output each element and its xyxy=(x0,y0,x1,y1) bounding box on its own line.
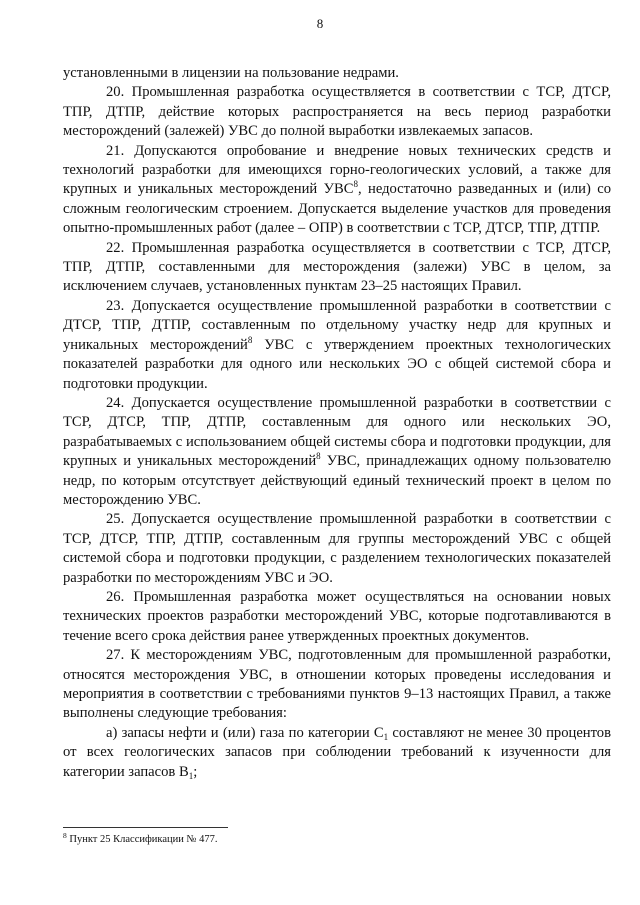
document-body xyxy=(63,64,611,782)
paragraph-27a xyxy=(63,724,611,782)
paragraph-20: 20. Промышленная разработка осуществляется в соответствии с ТСР, ДТСР, ТПР, ДТПР, действие которых распространяется на весь период разработки месторождений (залежей) УВС до полной выработки извлекаемых запасов. xyxy=(63,84,611,140)
paragraph-26: 26. Промышленная разработка может осуществляться на основании новых технических проектов разработки месторождений УВС, которые подготавливаются в течение всего срока действия ранее утвержденных проектных документов. xyxy=(63,588,611,644)
paragraph-27a-text-a: а) запасы нефти и (или) газа по категории С xyxy=(106,724,384,741)
page-number: 8 xyxy=(316,16,324,31)
paragraph-21-text-b: , недостаточно разведанных и (или) со сложным геологическим строением. Допускается выделение участков для проведения опытно-промышленных работ (далее – ОПР) в соответствии с ТСР, ДТСР, ТПР, ДТПР. xyxy=(63,181,612,237)
paragraph-24-text-b: УВС, принадлежащих одному пользователю недр, по которым отсутствует действующий единый технический проект в целом по месторождению УВС. xyxy=(63,453,611,508)
footnote-ref: 8 xyxy=(316,451,321,462)
paragraph-27: 27. К месторождениям УВС, подготовленным для промышленной разработки, относятся месторождения УВС, в отношении которых проведены исследования и мероприятия в соответствии с требованиями пунктов 9–13 настоящих Правил, а также выполнены следующие требования: xyxy=(63,647,611,722)
paragraph-23-text-a: 23. Допускается осуществление промышленной разработки в соответствии с ДТСР, ТПР, ДТПР, составленным по отдельному участку недр для крупных и уникальных месторождений xyxy=(63,297,611,353)
paragraph-23 xyxy=(63,297,611,394)
footnote-text: Пункт 25 Классификации № 477. xyxy=(66,834,218,845)
footnote-divider xyxy=(63,827,228,828)
footnote-ref: 8 xyxy=(353,179,358,190)
footnote-mark: 8 xyxy=(63,831,67,840)
paragraph-continuation: установленными в лицензии на пользование недрами. xyxy=(63,65,399,81)
paragraph-23-text-b: УВС с утверждением проектных технологических показателей разработки для одного или нескольких ЭО с общей системой сбора и подготовки продукции. xyxy=(63,336,611,392)
footnote xyxy=(63,833,218,846)
category-subscript: 1 xyxy=(383,731,389,742)
paragraph-27a-text-c: ; xyxy=(193,763,198,780)
paragraph-27a-text-b: составляют не менее 30 процентов от всех геологических запасов при соблюдении требований к изученности для категории запасов В xyxy=(63,724,611,780)
paragraph-22: 22. Промышленная разработка осуществляется в соответствии с ТСР, ДТСР, ТПР, ДТПР, составленными для месторождения (залежи) УВС в целом, за исключением случаев, установленных пунктам 23–25 настоящих Правил. xyxy=(63,239,611,295)
paragraph-25: 25. Допускается осуществление промышленной разработки в соответствии с ТСР, ДТСР, ТПР, ДТПР, составленным для группы месторождений УВС с общей системой сбора и подготовки продукции, с разделением технологических показателей разработки по месторождениям УВС и ЭО. xyxy=(63,511,611,586)
paragraph-21-text-a: 21. Допускаются опробование и внедрение новых технических средств и технологий разработки для имеющихся горно-геологических условий, а также для крупных и уникальных месторождений УВС xyxy=(63,142,611,198)
category-subscript: 1 xyxy=(188,770,194,781)
paragraph-21 xyxy=(63,142,611,239)
paragraph-24 xyxy=(63,394,611,510)
footnote-ref: 8 xyxy=(247,334,253,345)
paragraph-24-text-a: 24. Допускается осуществление промышленной разработки в соответствии с ТСР, ДТСР, ТПР, ДТПР, составленным для одного или нескольких ЭО, разрабатываемых с использованием общей системы сбора и подготовки продукции, для крупных и уникальных месторождений xyxy=(63,394,611,470)
